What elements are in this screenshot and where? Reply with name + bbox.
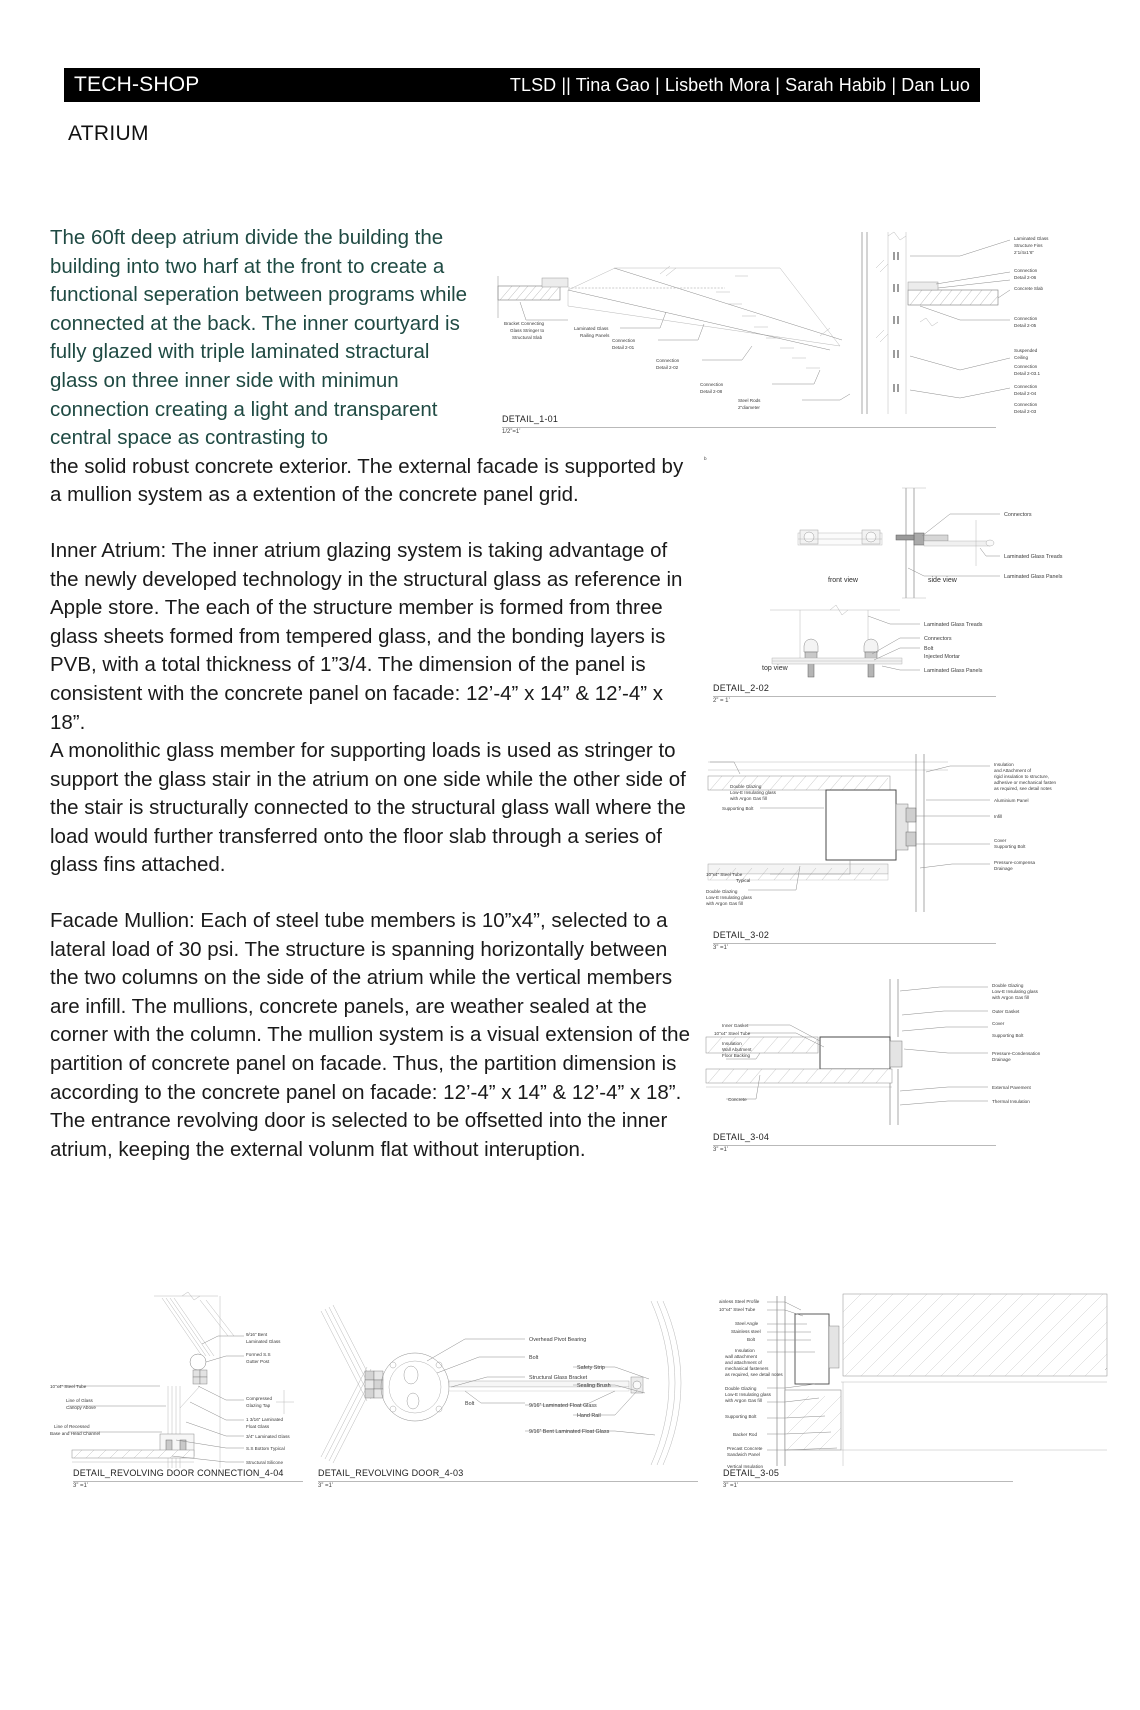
detail-1-01-drawing [490,228,1140,418]
annotation: Steel Angle [735,1321,759,1326]
annotation: Low-E Insulating glass [992,989,1038,994]
annotation: Sandwich Panel [727,1452,760,1457]
annotation: Connection [612,338,636,343]
view-label-front: front view [828,577,858,584]
annotation: 1 3/16” Laminated [246,1417,284,1422]
detail-2-02-drawing [700,448,1140,680]
annotation: Typical [736,878,751,883]
detail-plate-4-04 [50,1290,300,1468]
annotation: Bolt [465,1401,475,1407]
detail-4-04-rule [73,1481,303,1482]
annotation: Line of Glass [66,1398,93,1403]
detail-plate-4-03 [315,1295,705,1470]
annotation: with Argon Gas fill [725,1398,762,1403]
detail-3-04-scale: 3” =1’ [713,1147,729,1153]
detail-2-02-scale: 2” = 1’ [713,698,730,704]
detail-3-05-scale: 3” =1’ [723,1483,739,1489]
annotation: Connection [700,382,724,387]
annotation: Connectors [924,636,952,642]
annotation: Precast Concrete [727,1446,763,1451]
annotation: Safety Strip [577,1365,605,1371]
annotation: Infill [994,814,1003,819]
paragraph-1-teal: The 60ft deep atrium divide the building the building into two harf at the front to create a functional seperation between programs while connected at the back. The inner courtyard is fully glazed with triple laminated stractural glass on three inner side with minimun connection creating a light and transparent central space as contrasting to [50,226,468,450]
annotation: Bolt [747,1337,755,1342]
detail-4-04-scale: 3” =1’ [73,1483,89,1489]
annotation: Connection [1014,268,1038,273]
annotation: Gutter Post [246,1359,270,1364]
detail-4-04-caption: DETAIL_REVOLVING DOOR CONNECTION_4-04 [73,1468,284,1478]
annotation: Low-E Insulating glass [730,790,776,795]
annotation: ainless Steel Profile [719,1299,760,1304]
annotation: Laminated Glass Panels [924,668,983,674]
header-title: TECH-SHOP [74,73,200,96]
annotation: Structural Glass Bracket [529,1375,588,1381]
paragraph-4: Facade Mullion: Each of steel tube members is 10”x4”, selected to a lateral load of 30 psi. The structure is spanning horizontally between the two columns on the side of the atrium while the vertical members are infill. The mullions, concrete panels, are weather sealed at the corner with the column. The mullion system is a visual extension of the partition of concrete panel on facade. Thus, the partition dimension is according to the concrete panel on facade: 12’-4” x 14” & 12’-4” x 18”. The entrance revolving door is selected to be offsetted into the inner atrium, keeping the external volunm flat without interuption. [50,909,690,1161]
annotation: b [704,456,707,461]
annotation: rigid insulation to structure, [994,774,1049,779]
annotation: with Argon Gas fill [730,796,767,801]
annotation: Thermal Insulation [992,1099,1030,1104]
annotation: 10”x4” Steel Tube [706,872,743,877]
detail-2-02-caption: DETAIL_2-02 [713,683,770,693]
annotation: Steel Rods [738,398,761,403]
annotation: Float Glass [246,1424,270,1429]
annotation: Drainage [992,1057,1011,1062]
annotation: Canopy Above [66,1405,96,1410]
annotation: Compressed [246,1396,273,1401]
view-label-side: side view [928,577,957,584]
annotation: Formed S.S [246,1352,271,1357]
annotation: Pressure-Condensation [992,1051,1041,1056]
annotation: 10”x4” Steel Tube [719,1307,756,1312]
annotation: Supporting Bolt [725,1414,757,1419]
detail-plate-3-02 [700,748,1140,918]
header-credits: TLSD || Tina Gao | Lisbeth Mora | Sarah Habib | Dan Luo [509,74,970,95]
annotation: Suspended [1014,348,1038,353]
detail-3-04-rule [713,1145,996,1146]
detail-4-03-rule [318,1481,698,1482]
annotation: and attachment of [725,1360,762,1365]
annotation: and Attachment of [994,768,1032,773]
annotation: 9/16” Bent [246,1332,268,1337]
annotation: 2’1/4x1’6” [1014,250,1034,255]
annotation: 9/16” Bent Laminated Float Glass [529,1429,610,1435]
detail-3-04-drawing [700,975,1140,1130]
annotation: Double Glazing [706,889,738,894]
detail-3-05-drawing [715,1290,1115,1470]
annotation: with Argon Gas fill [706,901,743,906]
annotation: as required, see detail notes [725,1372,783,1377]
detail-3-04-caption: DETAIL_3-04 [713,1132,770,1142]
annotation: Cover [992,1021,1005,1026]
annotation: Railing Panels [580,333,610,338]
annotation: Floor Backing [722,1053,751,1058]
detail-1-01-caption: DETAIL_1-01 [502,414,559,424]
page-title: ATRIUM [68,122,149,145]
annotation: Insulation [994,762,1014,767]
detail-1-01-scale: 1/2”=1’ [502,429,521,435]
detail-3-02-drawing [700,748,1140,918]
annotation: Laminated Glass [574,326,609,331]
annotation: Double Glazing [725,1386,757,1391]
annotation: Low-E Insulating glass [725,1392,771,1397]
annotation: Laminated Glass [1014,236,1049,241]
annotation: Supporting Bolt [992,1033,1024,1038]
paragraph-3: A monolithic glass member for supporting loads is used as stringer to support the glass stair in the atrium on one side while the other side of the stair is structurally connected to the structural glass wall where the load would further transferred onto the floor slab through a series of glass fins attached. [50,739,686,877]
annotation: adhesive or mechanical fasten [994,780,1057,785]
annotation: Connection [656,358,680,363]
annotation: Detail 2-04 [1014,391,1037,396]
annotation: Injected Mortar [924,654,960,660]
annotation: Connectors [1004,512,1032,518]
annotation: Concrete Slab [1014,286,1044,291]
annotation: Hand Rail [577,1413,601,1419]
detail-plate-3-05 [715,1290,1115,1470]
paragraph-2: Inner Atrium: The inner atrium glazing system is taking advantage of the newly developed technology in the structural glass as reference in Apple store. The each of the structure member is formed from three glass sheets formed from tempered glass, and the bonding layers is PVB, with a total thickness of 1”3/4. The dimension of the panel is consistent with the concrete panel on facade: 12’-4” x 14” & 12’-4” x 18”. [50,538,683,734]
annotation: Structure Fins [1014,243,1043,248]
annotation: Laminated Glass [246,1339,281,1344]
annotation: Pressure-compensa [994,860,1036,865]
annotation: Detail 2-01 [612,345,635,350]
annotation: 3/4” Laminated Glass [246,1434,290,1439]
detail-plate-3-04 [700,975,1140,1130]
annotation: Laminated Glass Panels [1004,574,1063,580]
annotation: Connection [1014,316,1038,321]
annotation: Aluminium Panel [994,798,1029,803]
annotation: Outer Gasket [992,1009,1020,1014]
annotation: S.S Bottom Typical [246,1446,285,1451]
annotation: mechanical fasteners [725,1366,769,1371]
annotation: Connection [1014,402,1038,407]
annotation: Connection [1014,364,1038,369]
detail-3-05-caption: DETAIL_3-05 [723,1468,780,1478]
annotation: 2”diameter [738,405,760,410]
detail-4-03-caption: DETAIL_REVOLVING DOOR_4-03 [318,1468,464,1478]
annotation: as required, see detail notes [994,786,1052,791]
annotation: Supporting Bolt [722,806,754,811]
annotation: 10”x4” Steel Tube [50,1384,87,1389]
annotation: Laminated Glass Treads [1004,554,1063,560]
annotation: Bolt [529,1355,539,1361]
annotation: Concrete [728,1097,747,1102]
detail-2-02-rule [713,696,996,697]
annotation: Stainless steel [731,1329,761,1334]
annotation: External Pavement [992,1085,1031,1090]
detail-3-02-rule [713,943,996,944]
view-label-top: top view [762,665,788,672]
detail-3-05-rule [723,1481,1013,1482]
annotation: Base and Head Channel [50,1431,101,1436]
annotation: Wall Abutment [722,1047,752,1052]
annotation: Cover [994,838,1007,843]
annotation: Low-E Insulating glass [706,895,752,900]
detail-1-01-rule [502,427,996,428]
annotation: Sealing Brush [577,1383,611,1389]
annotation: Line of Recessed [54,1424,90,1429]
annotation: Bolt [924,646,934,652]
detail-4-03-drawing [315,1295,705,1470]
paragraph-1-black: the solid robust concrete exterior. The external facade is supported by a mullion system as a extention of the concrete panel grid. [50,454,684,507]
annotation: Structural Silicone [246,1460,284,1465]
annotation: Overhead Pivot Bearing [529,1337,587,1343]
annotation: Laminated Glass Treads [924,622,983,628]
detail-plate-2-02 [700,448,1140,680]
annotation: Structural Slab [512,335,543,340]
detail-4-04-drawing [50,1290,300,1468]
header-bar [64,68,980,102]
detail-3-02-caption: DETAIL_3-02 [713,930,770,940]
annotation: 9/16” Laminated Float Glass [529,1403,597,1409]
detail-4-03-scale: 3” =1’ [318,1483,334,1489]
annotation: with Argon Gas fill [992,995,1029,1000]
annotation: Ceiling [1014,355,1029,360]
annotation: Double Glazing [992,983,1024,988]
annotation: 10”x4” Steel Tube [714,1031,751,1036]
detail-plate-1-01 [490,228,1140,418]
annotation: Detail 2-06 [1014,275,1037,280]
annotation: Drainage [994,866,1013,871]
annotation: Detail 2-05 [1014,323,1037,328]
annotation: Detail 2-03 [1014,409,1037,414]
annotation: Glazing Tap [246,1403,271,1408]
annotation: Backer Rod [733,1432,758,1437]
annotation: Vertical Insulation [727,1464,764,1469]
annotation: Connection [1014,384,1038,389]
annotation: Insulation [722,1041,742,1046]
annotation: Detail 2-08 [700,389,723,394]
detail-3-02-scale: 3” =1’ [713,945,729,951]
annotation: Supporting Bolt [994,844,1026,849]
annotation: Inner Gasket [722,1023,749,1028]
annotation: Glass Stringer to [510,328,545,333]
annotation: Bracket Connecting [504,321,545,326]
annotation: Double Glazing [730,784,762,789]
annotation: Detail 2-02 [656,365,679,370]
annotation: Insulation [735,1348,755,1353]
annotation: Detail 2-03.1 [1014,371,1041,376]
annotation: wall attachment [725,1354,757,1359]
